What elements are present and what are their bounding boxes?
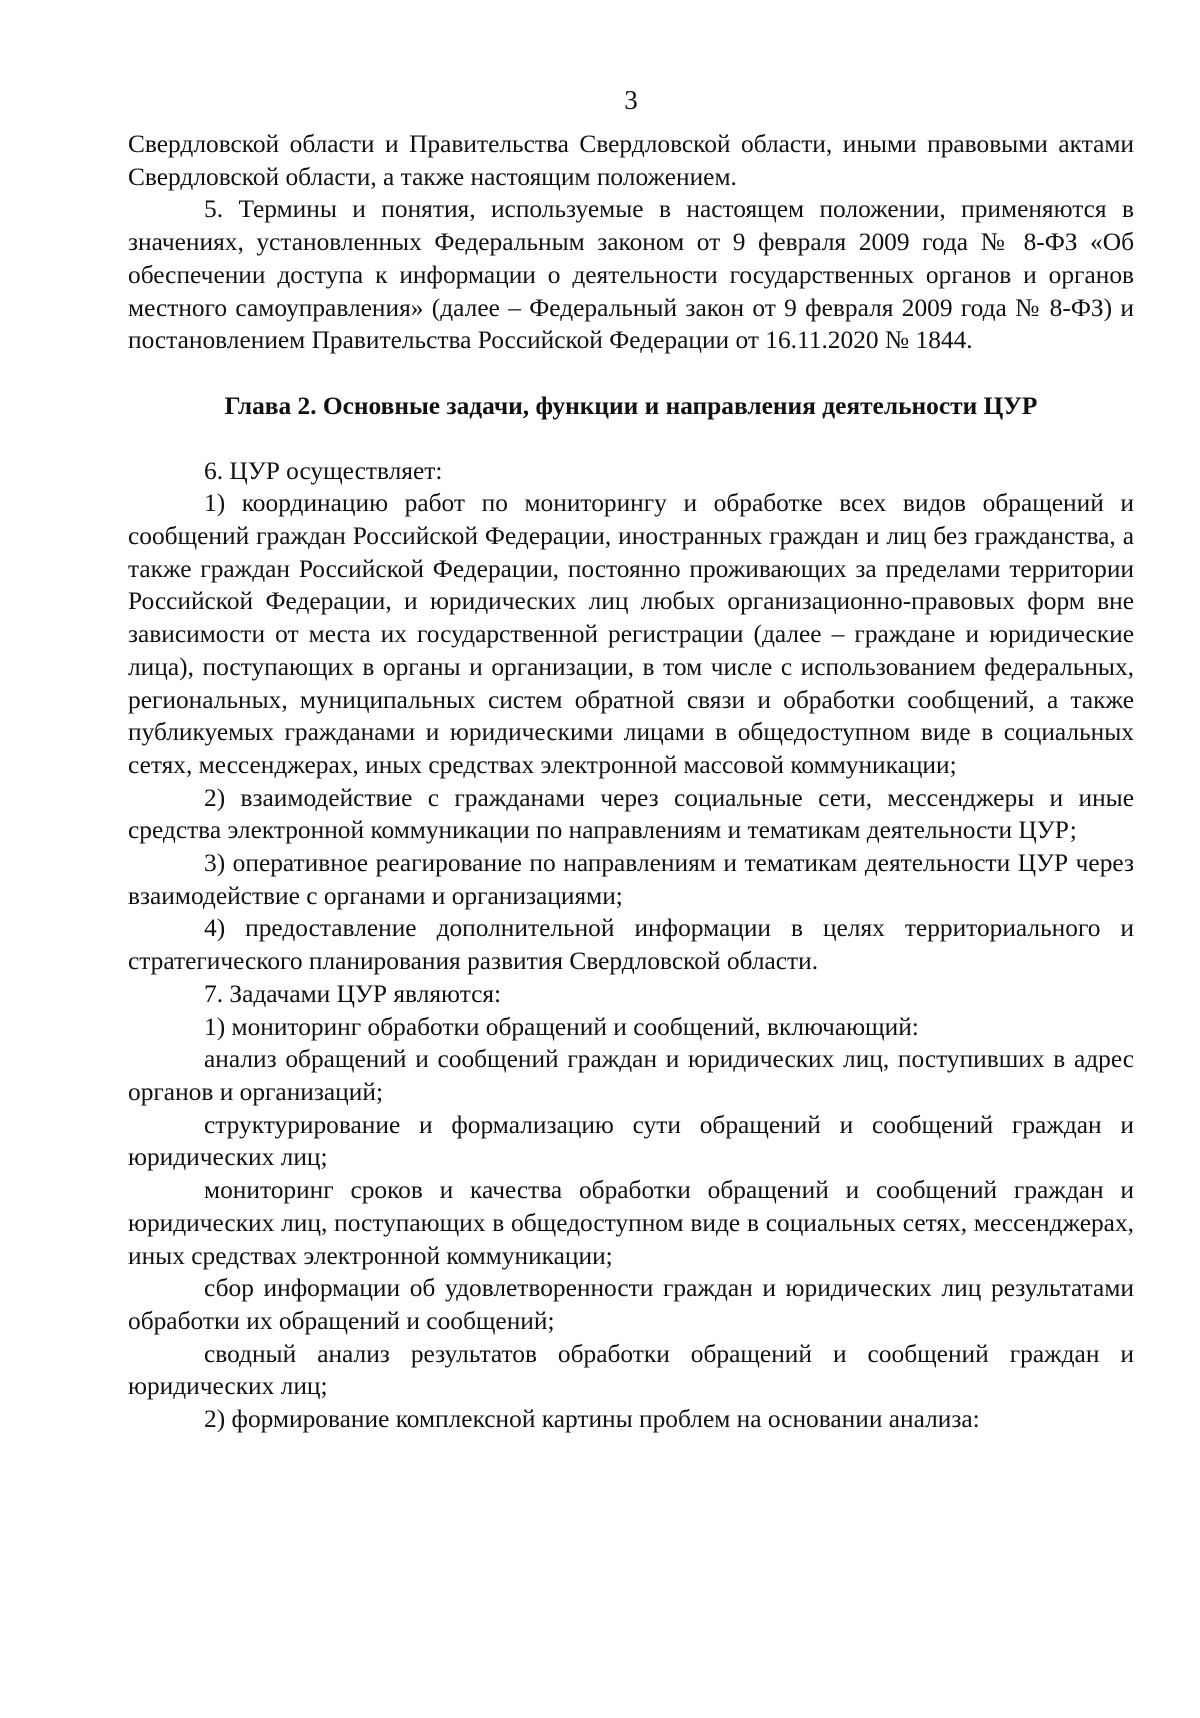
chapter-heading: Глава 2. Основные задачи, функции и направления деятельности ЦУР: [224, 391, 1038, 420]
paragraph-clause-satisfaction: сбор информации об удовлетворенности граждан и юридических лиц результатами обработки их обращений и сообщений;: [128, 1274, 1134, 1335]
paragraph-clause-monitoring: мониторинг сроков и качества обработки обращений и сообщений граждан и юридических лиц, поступающих в общедоступном виде в социальных сетях, мессенджерах, иных средствах электронной коммуникации;: [128, 1176, 1134, 1270]
paragraph-subitem-6-1: 1) координацию работ по мониторингу и обработке всех видов обращений и сообщений граждан Российской Федерации, иностранных граждан и лиц без гражданства, а также граждан Российской Федерации, постоянно проживающих за пределами территории Российской Федерации, и юридических лиц любых организационно-правовых форм вне зависимости от места их государственной регистрации (далее – граждане и юридические лица), поступающих в органы и организации, в том числе с использованием федеральных, региональных, муниципальных систем обратной связи и обработки сообщений, а также публикуемых гражданами и юридическими лицами в общедоступном виде в социальных сетях, мессенджерах, иных средствах электронной массовой коммуникации;: [128, 489, 1134, 779]
paragraph-subitem-7-2: 2) формирование комплексной картины проблем на основании анализа:: [204, 1405, 980, 1434]
paragraph-clause-structuring: структурирование и формализацию сути обращений и сообщений граждан и юридических лиц;: [128, 1110, 1134, 1172]
paragraph-continuation: Свердловской области и Правительства Свердловской области, иными правовыми актами Свердловской области, а также настоящим положением.: [128, 130, 1134, 191]
paragraph-subitem-6-2: 2) взаимодействие с гражданами через социальные сети, мессенджеры и иные средства электронной коммуникации по направлениям и тематикам деятельности ЦУР;: [128, 783, 1134, 845]
paragraph-subitem-6-4: 4) предоставление дополнительной информации в целях территориального и стратегического планирования развития Свердловской области.: [128, 914, 1134, 976]
paragraph-item-5: 5. Термины и понятия, используемые в настоящем положении, применяются в значениях, установленных Федеральным законом от 9 февраля 2009 года № 8-ФЗ «Об обеспечении доступа к информации о деятельности государственных органов и органов местного самоуправления» (далее – Федеральный закон от 9 февраля 2009 года № 8-ФЗ) и постановлением Правительства Российской Федерации от 16.11.2020 № 1844.: [128, 195, 1134, 355]
paragraph-subitem-7-1: 1) мониторинг обработки обращений и сообщений, включающий:: [204, 1012, 919, 1041]
paragraph-clause-analysis: анализ обращений и сообщений граждан и юридических лиц, поступивших в адрес органов и организаций;: [128, 1045, 1134, 1106]
paragraph-subitem-6-3: 3) оперативное реагирование по направлениям и тематикам деятельности ЦУР через взаимодействие с органами и организациями;: [128, 849, 1134, 910]
paragraph-clause-summary: сводный анализ результатов обработки обращений и сообщений граждан и юридических лиц;: [128, 1339, 1134, 1401]
page-number: 3: [624, 85, 638, 115]
paragraph-item-7: 7. Задачами ЦУР являются:: [204, 979, 502, 1008]
paragraph-item-6: 6. ЦУР осуществляет:: [204, 456, 443, 485]
document-body: [128, 128, 1134, 1436]
